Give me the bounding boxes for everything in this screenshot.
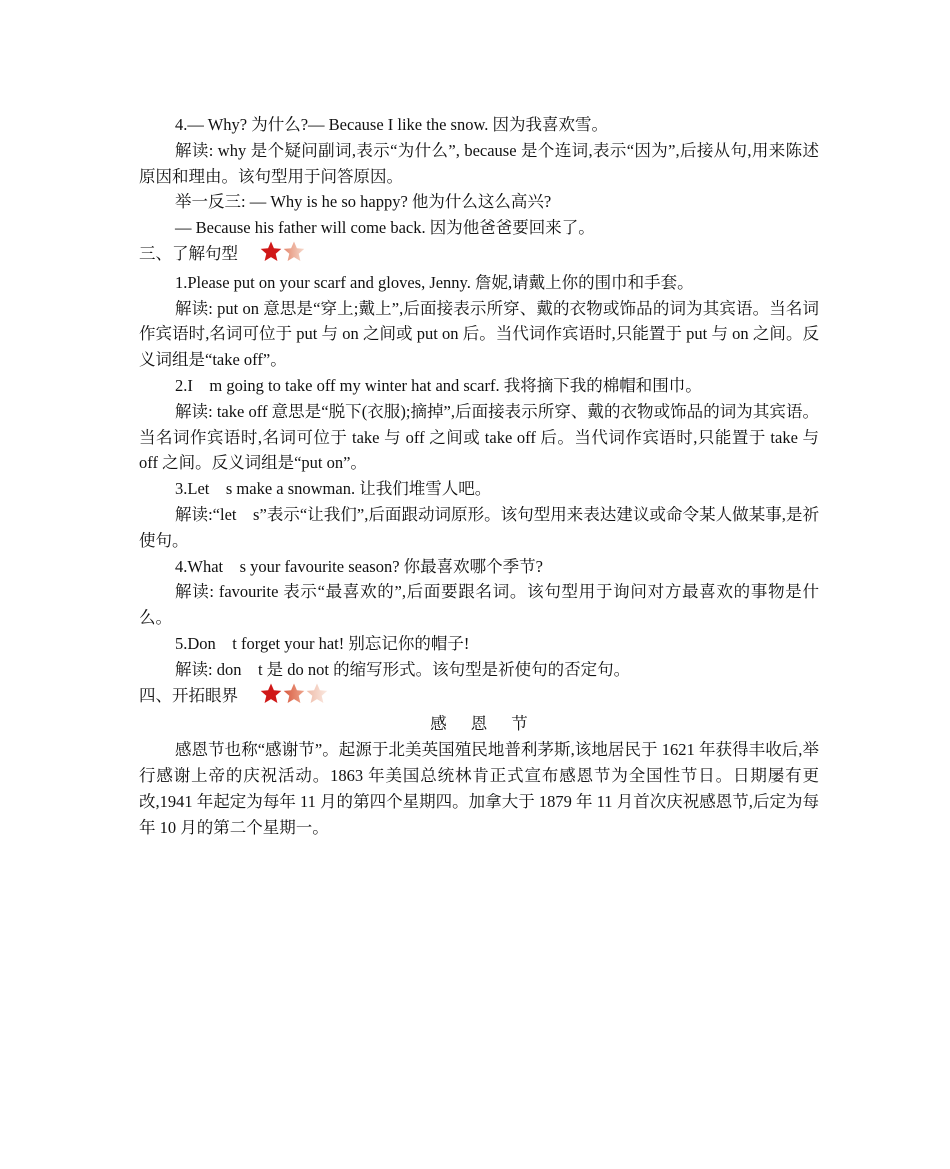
section3-stars (260, 241, 306, 270)
section3-heading-row (139, 241, 819, 270)
section4-heading: 四、开拓眼界 (139, 685, 238, 705)
section4-stars (260, 683, 329, 712)
article-title (139, 711, 819, 737)
star-faded-icon (306, 683, 328, 704)
section4-heading-row (139, 683, 819, 712)
article-body: 感恩节也称“感谢节”。起源于北美英国殖民地普利茅斯,该地居民于 1621 年获得丰收后,举行感谢上帝的庆祝活动。1863 年美国总统林肯正式宣布感恩节为全国性节日。日期屡有更改,1941 年起定为每年 11 月的第四个星期四。加拿大于 1879 年 11 月首次庆祝感恩节,后定为每年 10 月的第二个星期一。 (139, 740, 819, 837)
article-title-char: 恩 (470, 714, 488, 734)
s3-item4-sentence: 4.What s your favourite season? 你最喜欢哪个季节? (175, 556, 543, 576)
s3-item3-sentence: 3.Let s make a snowman. 让我们堆雪人吧。 (175, 479, 492, 499)
star-half-icon (283, 683, 305, 704)
s3-item3-explanation: 解读:“let s”表示“让我们”,后面跟动词原形。该句型用来表达建议或命令某人做某事,是祈使句。 (139, 504, 819, 550)
q4-extend-question: 举一反三: — Why is he so happy? 他为什么这么高兴? (175, 192, 552, 212)
star-filled-icon (260, 241, 282, 262)
s3-item5-sentence: 5.Don t forget your hat! 别忘记你的帽子! (175, 633, 470, 653)
s3-item1-explanation: 解读: put on 意思是“穿上;戴上”,后面接表示所穿、戴的衣物或饰品的词为其宾语。当名词作宾语时,名词可位于 put 与 on 之间或 put on 后。当代词作宾语时,只能置于 put 与 on 之间。反义词组是“take off”。 (139, 298, 819, 370)
article-title-char: 节 (511, 714, 528, 734)
q4-line: 4.— Why? 为什么?— Because I like the snow. 因为我喜欢雪。 (175, 115, 609, 134)
article-title-char: 感 (430, 714, 447, 734)
s3-item5-explanation: 解读: don t 是 do not 的缩写形式。该句型是祈使句的否定句。 (175, 659, 631, 679)
document-content (139, 112, 819, 840)
q4-explanation: 解读: why 是个疑问副词,表示“为什么”, because 是个连词,表示“因为”,后接从句,用来陈述原因和理由。该句型用于问答原因。 (139, 140, 819, 186)
q4-extend-answer: — Because his father will come back. 因为他爸爸要回来了。 (175, 218, 595, 238)
star-filled-icon (260, 683, 282, 704)
s3-item2-sentence: 2.I m going to take off my winter hat and scarf. 我将摘下我的棉帽和围巾。 (175, 375, 702, 395)
section3-heading: 三、了解句型 (139, 243, 238, 263)
s3-item2-explanation: 解读: take off 意思是“脱下(衣服);摘掉”,后面接表示所穿、戴的衣物或饰品的词为其宾语。当名词作宾语时,名词可位于 take 与 off 之间或 take off 后。当代词作宾语时,只能置于 take 与 off 之间。反义词组是“put on”。 (139, 401, 819, 473)
star-faded-icon (283, 241, 305, 262)
s3-item1-sentence: 1.Please put on your scarf and gloves, Jenny. 詹妮,请戴上你的围巾和手套。 (175, 272, 694, 292)
s3-item4-explanation: 解读: favourite 表示“最喜欢的”,后面要跟名词。该句型用于询问对方最喜欢的事物是什么。 (139, 582, 819, 628)
